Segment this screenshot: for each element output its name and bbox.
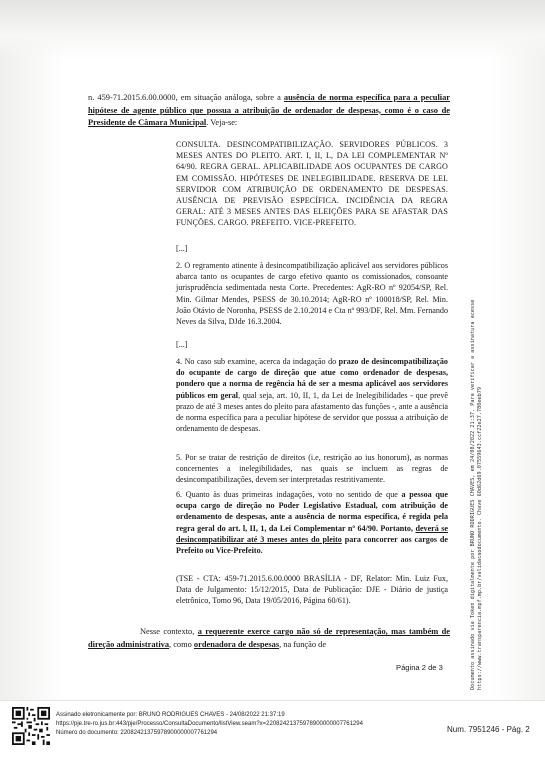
quote-item-4 [176, 356, 448, 434]
qr-code-icon [12, 707, 50, 745]
closing-paragraph [88, 626, 450, 651]
page-number: Página 2 de 3 [396, 663, 443, 672]
closing-emphasis: a requerente exerce cargo não só de representação, mas também de direção administrativa [88, 627, 451, 649]
intro-text: n. 459-71.2015.6.00.0000, em situação análoga, sobre a [88, 93, 281, 102]
footer-doc-number: Número do documento: 22082421375978900000007761294 [56, 730, 218, 736]
page-shadow [0, 0, 545, 60]
intro-emphasis: ausência de norma específica para a peculiar hipótese de agente público que possua a atribuição de ordenador de despesas, como é o caso de Presidente de Câmara Municipal [88, 93, 451, 128]
quote-ellipsis-1: [...] [176, 244, 188, 253]
document-num-label: Num. 7951246 - Pág. 2 [447, 725, 530, 734]
quote-ellipsis-2: [...] [176, 340, 188, 349]
item4-emphasis: prazo de desincompatibilização do ocupante de cargo de direção que atue como ordenador de despesas, pondero que a norma de regência há de ser a mesma aplicável aos servidores públicos em geral [176, 357, 448, 400]
quote-ementa: CONSULTA. DESINCOMPATIBILIZAÇÃO. SERVIDORES PÚBLICOS. 3 MESES ANTES DO PLEITO. ART. I, II, L, DA LEI COMPLEMENTAR Nº 64/90. REGRA GERAL. APLICABILIDADE AOS OCUPANTES DE CARGO EM COMISSÃO. HIPÓTESES DE INELEGIBILIDADE. RESERVA DE LEI. SERVIDOR COM ATRIBUIÇÃO DE ORDENAMENTO DE DESPESAS. AUSÊNCIA DE PREVISÃO ESPECÍFICA. INCIDÊNCIA DA REGRA GERAL: ATÉ 3 MESES ANTES DAS ELEIÇÕES PARA SE AFASTAR DAS FUNÇÕES. CARGO. PREFEITO. VICE-PREFEITO. [176, 140, 448, 228]
item4-text: 4. No caso sub examine, acerca da indagação do [176, 357, 337, 366]
item6-text: 6. Quanto às duas primeiras indagações, voto no sentido de que [176, 490, 398, 499]
item6-emphasis: a pessoa que ocupa cargo de direção no Poder Legislativo Estadual, com atribuição de ordenamento de despesas, ante a ausência de norma específica, é regida pela regra geral do art. l, II, 1, da Lei Complementar nº 64/90. Portanto, [176, 490, 448, 533]
closing-text-mid: , como [169, 639, 192, 649]
intro-text-end: . Veja-se: [206, 118, 238, 128]
footer-url[interactable]: https://pje.tre-ro.jus.br:443/pje/Processo/ConsultaDocumento/listView.seam?x=22082421375978900000007761294 [56, 721, 363, 727]
footer-signed: Assinado eletronicamente por: BRUNO RODRIGUES CHAVES - 24/08/2022 21:37:19 [56, 712, 285, 718]
quote-citation: (TSE - CTA: 459-71.2015.6.00.0000 BRASÍLIA - DF, Relator: Min. Luiz Fux, Data de Julgamento: 15/12/2015, Data de Publicação: DJE - Diário de justiça eletrônico, Tomo 96, Data 19/05/2016, Página 60/61). [176, 574, 448, 606]
item4-text-end: , qual seja, art. 10, II, 1, da Lei de Inelegibilidades - que prevê prazo de até 3 meses antes do pleito para afastamento das funções -, ante a ausência de norma específica para a peculiar hipótese de servidor que possua a atribuição de ordenamento de despesas. [176, 390, 448, 434]
sidebar-line-1: Documento assinado via Token digitalmente por BRUNO RODRIGUES CHAVES, em 24/08/2022 21:37. Para verificar a assinatura acesse [470, 299, 476, 690]
closing-text: Nesse contexto, [140, 627, 195, 636]
sidebar-line-2: https://www.transparencia.mpf.mp.br/validacaodocumento. Chave 60d62d69.07559643.ccf22e27.780eeb79 [476, 387, 483, 690]
closing-text-end: , na função de [279, 639, 327, 649]
closing-emphasis-2: ordenadora de despesas [193, 639, 280, 649]
intro-paragraph [88, 92, 450, 130]
signature-sidebar [470, 299, 484, 690]
quote-item-2: 2. O regramento atinente à desincompatibilização aplicável aos servidores públicos abarca tanto os ocupantes de cargo efetivo quanto os comissionados, consoante jurisprudência sedimentada nesta Corte. Precedentes: AgR-RO nº 92054/SP, Rel. Min. Gilmar Mendes, PSESS de 30.10.2014; AgR-RO nº 100018/SP, Rel. Min. João Otávio de Noronha, PSESS de 2.10.2014 e Cta nº 993/DF, Rel. Mm. Fernando Neves da Silva, DJde 16.3.2004. [176, 261, 448, 327]
item6-underlined: deverá se desincompatibilizar até 3 meses antes do pleito [176, 523, 448, 544]
quote-item-6 [176, 489, 448, 556]
quote-item-5: 5. Por se tratar de restrição de direitos (i.e, restrição ao ius honorum), as normas concernentes a inelegibilidades, nas quais se incluem as regras de desincompatibilizações, devem ser interpretadas restritivamente. [176, 453, 448, 485]
item6-emphasis-end: para concorrer aos cargos de Prefeito ou Vice-Prefeito. [176, 534, 448, 556]
